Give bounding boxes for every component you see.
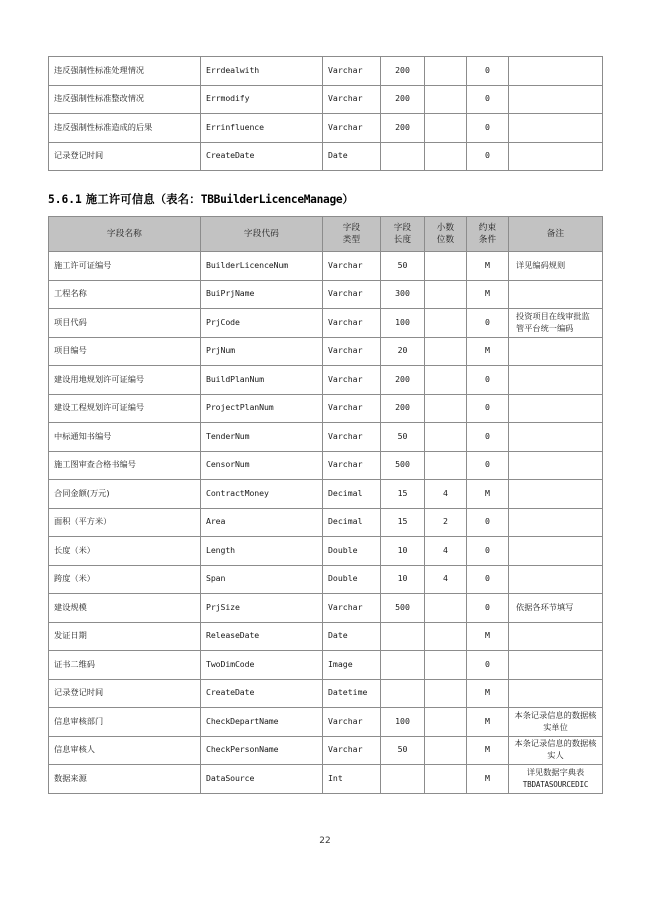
- cell-field-name: 工程名称: [49, 280, 201, 309]
- cell-decimals: [425, 651, 467, 680]
- cell-constraint: M: [467, 252, 509, 281]
- cell-field-code: Span: [201, 565, 323, 594]
- table-row: [49, 423, 603, 452]
- cell-field-name: 记录登记时间: [49, 679, 201, 708]
- cell-field-type: Varchar: [323, 708, 381, 737]
- cell-field-name: 建设规模: [49, 594, 201, 623]
- cell-field-code: BuilderLicenceNum: [201, 252, 323, 281]
- cell-remark: [509, 508, 603, 537]
- cell-field-length: 20: [381, 337, 425, 366]
- cell-field-length: 10: [381, 537, 425, 566]
- builder-licence-schema-table: [48, 216, 603, 794]
- cell-remark: [509, 85, 603, 114]
- cell-field-name: 信息审核部门: [49, 708, 201, 737]
- cell-field-code: CreateDate: [201, 142, 323, 171]
- cell-remark: 详见编码规则: [509, 252, 603, 281]
- cell-field-code: Length: [201, 537, 323, 566]
- cell-remark: [509, 480, 603, 509]
- cell-constraint: 0: [467, 451, 509, 480]
- table-row: [49, 765, 603, 794]
- cell-field-name: 面积（平方米）: [49, 508, 201, 537]
- cell-field-length: 200: [381, 114, 425, 143]
- cell-field-type: Varchar: [323, 114, 381, 143]
- cell-constraint: M: [467, 679, 509, 708]
- col-decimals-line1: 小数: [436, 222, 455, 233]
- cell-field-code: BuiPrjName: [201, 280, 323, 309]
- cell-constraint: M: [467, 480, 509, 509]
- cell-decimals: 4: [425, 565, 467, 594]
- cell-remark: [509, 337, 603, 366]
- cell-constraint: M: [467, 337, 509, 366]
- cell-constraint: 0: [467, 508, 509, 537]
- cell-field-length: [381, 679, 425, 708]
- col-constraint-line1: 约束: [478, 222, 497, 233]
- cell-decimals: [425, 765, 467, 794]
- cell-field-code: Errmodify: [201, 85, 323, 114]
- cell-decimals: [425, 337, 467, 366]
- table-row: [49, 679, 603, 708]
- section-title-close: ）: [342, 193, 354, 206]
- cell-field-code: CheckPersonName: [201, 736, 323, 765]
- cell-field-name: 长度（米）: [49, 537, 201, 566]
- table-row: [49, 366, 603, 395]
- cell-field-code: TwoDimCode: [201, 651, 323, 680]
- cell-remark: [509, 280, 603, 309]
- cell-field-type: Varchar: [323, 337, 381, 366]
- header-row: [49, 217, 603, 252]
- cell-field-name: 项目编号: [49, 337, 201, 366]
- cell-constraint: 0: [467, 85, 509, 114]
- cell-constraint: 0: [467, 423, 509, 452]
- cell-remark: [509, 451, 603, 480]
- table-row: [49, 142, 603, 171]
- page-content: [48, 56, 602, 794]
- cell-field-type: Int: [323, 765, 381, 794]
- cell-constraint: 0: [467, 142, 509, 171]
- cell-field-length: 10: [381, 565, 425, 594]
- cell-decimals: [425, 57, 467, 86]
- cell-field-code: PrjCode: [201, 309, 323, 338]
- cell-field-type: Image: [323, 651, 381, 680]
- cell-field-length: 50: [381, 423, 425, 452]
- col-field-code: 字段代码: [201, 217, 323, 252]
- cell-field-name: 违反强制性标准造成的后果: [49, 114, 201, 143]
- cell-field-name: 证书二维码: [49, 651, 201, 680]
- continued-table-body: [49, 57, 603, 171]
- cell-field-type: Varchar: [323, 736, 381, 765]
- cell-field-code: ReleaseDate: [201, 622, 323, 651]
- table-row: [49, 57, 603, 86]
- cell-remark: 依据各环节填写: [509, 594, 603, 623]
- cell-field-length: 15: [381, 480, 425, 509]
- cell-field-code: TenderNum: [201, 423, 323, 452]
- cell-decimals: [425, 114, 467, 143]
- cell-decimals: [425, 252, 467, 281]
- table-row: [49, 85, 603, 114]
- cell-field-code: ContractMoney: [201, 480, 323, 509]
- cell-constraint: 0: [467, 57, 509, 86]
- remark-line-2: TBDATASOURCEDIC: [522, 779, 589, 789]
- col-decimals-line2: 位数: [436, 235, 455, 245]
- cell-field-name: 违反强制性标准处理情况: [49, 57, 201, 86]
- cell-decimals: [425, 708, 467, 737]
- cell-field-type: Varchar: [323, 252, 381, 281]
- cell-field-length: 200: [381, 57, 425, 86]
- cell-field-name: 发证日期: [49, 622, 201, 651]
- cell-field-name: 项目代码: [49, 309, 201, 338]
- remark-line-1: 详见数据字典表: [526, 766, 585, 777]
- cell-remark: 本条记录信息的数据核实单位: [509, 708, 603, 737]
- cell-remark: [509, 366, 603, 395]
- cell-field-length: [381, 622, 425, 651]
- cell-decimals: [425, 309, 467, 338]
- cell-field-length: 50: [381, 736, 425, 765]
- cell-field-name: 中标通知书编号: [49, 423, 201, 452]
- table-row: [49, 594, 603, 623]
- cell-decimals: [425, 366, 467, 395]
- col-field-type-line2: 类型: [342, 235, 361, 245]
- cell-decimals: [425, 142, 467, 171]
- cell-constraint: 0: [467, 394, 509, 423]
- cell-remark: [509, 57, 603, 86]
- cell-field-type: Varchar: [323, 280, 381, 309]
- cell-constraint: 0: [467, 114, 509, 143]
- table-row: [49, 394, 603, 423]
- col-field-type-line1: 字段: [342, 222, 361, 233]
- cell-decimals: 2: [425, 508, 467, 537]
- cell-field-length: 200: [381, 394, 425, 423]
- cell-remark: 投资项目在线审批监管平台统一编码: [509, 309, 603, 338]
- cell-decimals: [425, 423, 467, 452]
- cell-field-length: 100: [381, 309, 425, 338]
- cell-decimals: [425, 394, 467, 423]
- table-row: [49, 309, 603, 338]
- cell-field-code: BuildPlanNum: [201, 366, 323, 395]
- cell-field-code: DataSource: [201, 765, 323, 794]
- cell-field-name: 信息审核人: [49, 736, 201, 765]
- cell-constraint: M: [467, 622, 509, 651]
- cell-field-code: CheckDepartName: [201, 708, 323, 737]
- cell-decimals: [425, 622, 467, 651]
- main-table-body: [49, 252, 603, 794]
- cell-constraint: 0: [467, 366, 509, 395]
- cell-field-code: Errinfluence: [201, 114, 323, 143]
- col-decimals: [425, 217, 467, 252]
- cell-field-name: 数据来源: [49, 765, 201, 794]
- cell-field-code: PrjNum: [201, 337, 323, 366]
- cell-field-type: Double: [323, 565, 381, 594]
- cell-remark: [509, 565, 603, 594]
- cell-field-length: 200: [381, 85, 425, 114]
- table-row: [49, 622, 603, 651]
- cell-remark: [509, 679, 603, 708]
- cell-field-name: 建设用地规划许可证编号: [49, 366, 201, 395]
- cell-decimals: [425, 280, 467, 309]
- cell-field-type: Varchar: [323, 309, 381, 338]
- cell-field-type: Varchar: [323, 594, 381, 623]
- col-constraint: [467, 217, 509, 252]
- cell-field-type: Datetime: [323, 679, 381, 708]
- section-title: 施工许可信息（表名：: [85, 193, 201, 206]
- cell-field-code: Errdealwith: [201, 57, 323, 86]
- table-row: [49, 252, 603, 281]
- cell-constraint: M: [467, 736, 509, 765]
- cell-remark: [509, 765, 603, 794]
- cell-field-code: ProjectPlanNum: [201, 394, 323, 423]
- cell-remark: [509, 142, 603, 171]
- cell-field-type: Date: [323, 142, 381, 171]
- table-row: [49, 708, 603, 737]
- table-row: [49, 480, 603, 509]
- cell-field-length: [381, 651, 425, 680]
- cell-remark: [509, 622, 603, 651]
- cell-field-type: Varchar: [323, 366, 381, 395]
- cell-field-length: 15: [381, 508, 425, 537]
- cell-constraint: M: [467, 280, 509, 309]
- cell-field-length: 300: [381, 280, 425, 309]
- table-row: [49, 451, 603, 480]
- cell-constraint: 0: [467, 537, 509, 566]
- table-row: [49, 565, 603, 594]
- cell-field-code: Area: [201, 508, 323, 537]
- cell-field-name: 合同金额(万元): [49, 480, 201, 509]
- cell-remark: [509, 394, 603, 423]
- cell-field-type: Decimal: [323, 508, 381, 537]
- cell-field-type: Decimal: [323, 480, 381, 509]
- col-field-length: [381, 217, 425, 252]
- cell-field-type: Date: [323, 622, 381, 651]
- cell-field-name: 记录登记时间: [49, 142, 201, 171]
- cell-field-name: 施工图审查合格书编号: [49, 451, 201, 480]
- cell-constraint: M: [467, 708, 509, 737]
- cell-remark: [509, 114, 603, 143]
- cell-field-type: Double: [323, 537, 381, 566]
- cell-constraint: 0: [467, 309, 509, 338]
- cell-field-length: 200: [381, 366, 425, 395]
- cell-field-length: [381, 142, 425, 171]
- section-heading: [48, 191, 602, 207]
- cell-decimals: [425, 85, 467, 114]
- cell-decimals: [425, 736, 467, 765]
- table-row: [49, 337, 603, 366]
- cell-field-code: PrjSize: [201, 594, 323, 623]
- cell-field-name: 施工许可证编号: [49, 252, 201, 281]
- table-header: [49, 217, 603, 252]
- continued-schema-table: [48, 56, 603, 171]
- table-row: [49, 280, 603, 309]
- cell-field-length: [381, 765, 425, 794]
- cell-constraint: 0: [467, 651, 509, 680]
- cell-field-length: 500: [381, 451, 425, 480]
- cell-decimals: [425, 594, 467, 623]
- cell-field-type: Varchar: [323, 451, 381, 480]
- col-field-type: [323, 217, 381, 252]
- cell-field-name: 违反强制性标准整改情况: [49, 85, 201, 114]
- cell-field-name: 建设工程规划许可证编号: [49, 394, 201, 423]
- table-row: [49, 114, 603, 143]
- cell-remark: [509, 423, 603, 452]
- cell-decimals: [425, 679, 467, 708]
- col-remark: 备注: [509, 217, 603, 252]
- cell-field-code: CensorNum: [201, 451, 323, 480]
- cell-constraint: 0: [467, 594, 509, 623]
- cell-constraint: M: [467, 765, 509, 794]
- cell-field-length: 100: [381, 708, 425, 737]
- cell-field-type: Varchar: [323, 423, 381, 452]
- cell-remark: 本条记录信息的数据核实人: [509, 736, 603, 765]
- table-row: [49, 537, 603, 566]
- cell-decimals: 4: [425, 537, 467, 566]
- section-number: 5.6.1: [48, 193, 82, 206]
- cell-field-type: Varchar: [323, 57, 381, 86]
- cell-remark: [509, 537, 603, 566]
- col-field-length-line2: 长度: [393, 235, 412, 245]
- cell-decimals: [425, 451, 467, 480]
- section-table-name: TBBuilderLicenceManage: [200, 193, 343, 206]
- table-row: [49, 651, 603, 680]
- cell-field-code: CreateDate: [201, 679, 323, 708]
- col-constraint-line2: 条件: [478, 235, 497, 245]
- col-field-name: 字段名称: [49, 217, 201, 252]
- col-field-length-line1: 字段: [393, 222, 412, 233]
- cell-remark: [509, 651, 603, 680]
- cell-field-name: 跨度（米）: [49, 565, 201, 594]
- cell-field-length: 50: [381, 252, 425, 281]
- cell-field-type: Varchar: [323, 394, 381, 423]
- page-number: 22: [319, 836, 331, 846]
- cell-constraint: 0: [467, 565, 509, 594]
- table-row: [49, 508, 603, 537]
- cell-field-type: Varchar: [323, 85, 381, 114]
- table-row: [49, 736, 603, 765]
- cell-decimals: 4: [425, 480, 467, 509]
- cell-field-length: 500: [381, 594, 425, 623]
